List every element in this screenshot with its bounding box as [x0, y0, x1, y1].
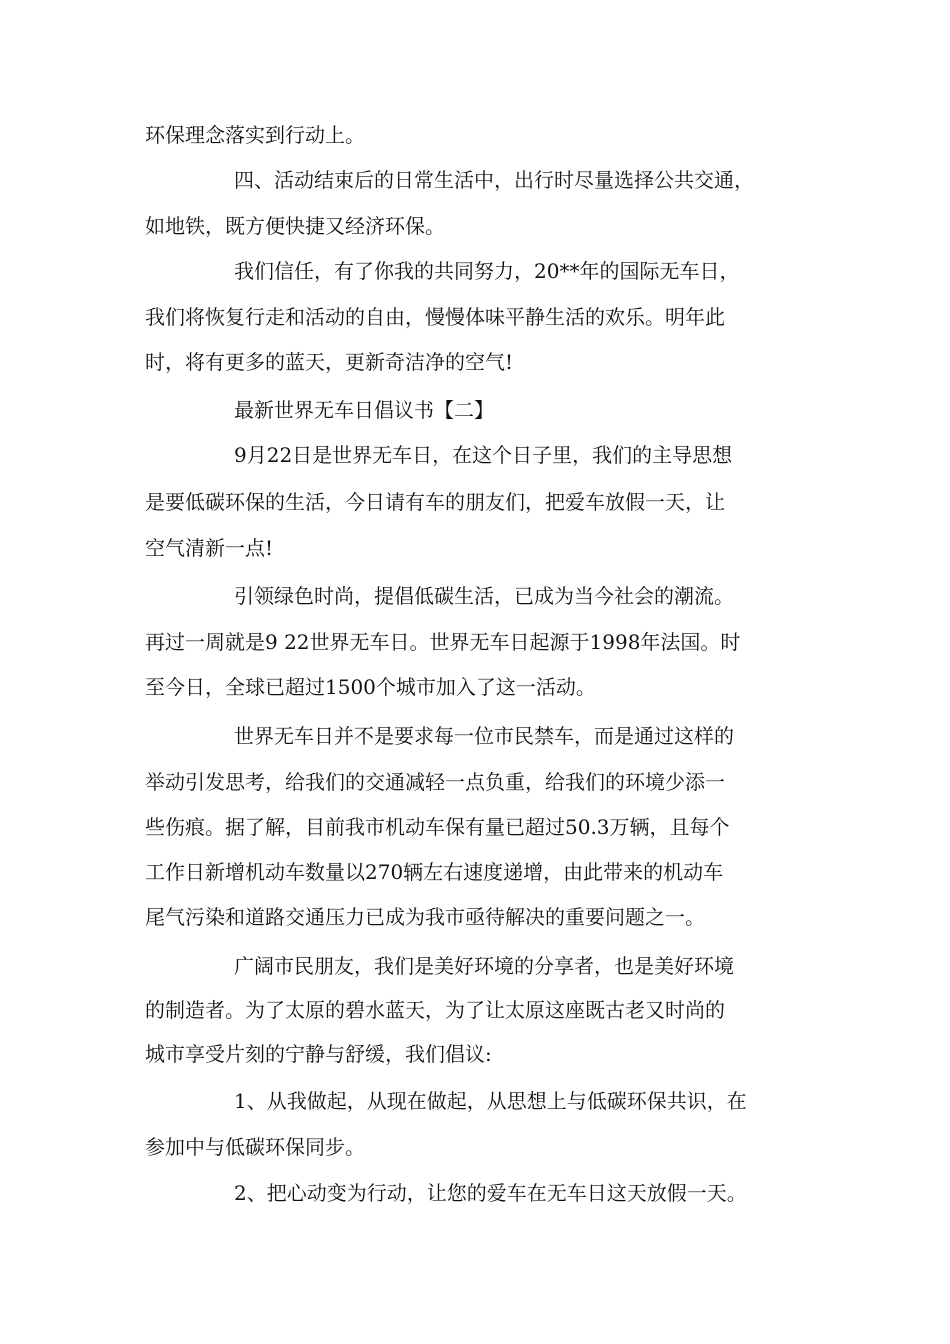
- list-item: 1、从我做起，从现在做起，从思想上与低碳环保共识，在: [234, 1089, 747, 1113]
- text-line: 的制造者。为了太原的碧水蓝天，为了让太原这座既古老又时尚的: [145, 998, 725, 1022]
- text-line: 时，将有更多的蓝天，更新奇洁净的空气!: [145, 350, 514, 374]
- text-line: 是要低碳环保的生活，今日请有车的朋友们，把爱车放假一天，让: [145, 490, 725, 514]
- text-line: 些伤痕。据了解，目前我市机动车保有量已超过50.3万辆，且每个: [145, 815, 730, 839]
- text-line: 四、活动结束后的日常生活中，出行时尽量选择公共交通，: [234, 168, 754, 192]
- text-line: 再过一周就是9 22世界无车日。世界无车日起源于1998年法国。时: [145, 630, 741, 654]
- text-line: 工作日新增机动车数量以270辆左右速度递增，由此带来的机动车: [145, 860, 724, 884]
- text-line: 如地铁，既方便快捷又经济环保。: [145, 214, 445, 238]
- text-line: 举动引发思考，给我们的交通减轻一点负重，给我们的环境少添一: [145, 770, 725, 794]
- text-line: 广阔市民朋友，我们是美好环境的分享者，也是美好环境: [234, 954, 734, 978]
- text-line: 参加中与低碳环保同步。: [145, 1135, 365, 1159]
- text-line: 空气清新一点!: [145, 536, 274, 560]
- text-line: 我们将恢复行走和活动的自由，慢慢体味平静生活的欢乐。明年此: [145, 305, 725, 329]
- text-line: 尾气污染和道路交通压力已成为我市亟待解决的重要问题之一。: [145, 905, 705, 929]
- text-line: 环保理念落实到行动上。: [145, 123, 365, 147]
- text-line: 世界无车日并不是要求每一位市民禁车，而是通过这样的: [234, 724, 734, 748]
- section-title: 最新世界无车日倡议书【二】: [234, 398, 494, 422]
- list-item: 2、把心动变为行动，让您的爱车在无车日这天放假一天。: [234, 1181, 747, 1205]
- text-line: 引领绿色时尚，提倡低碳生活，已成为当今社会的潮流。: [234, 584, 734, 608]
- text-line: 我们信任，有了你我的共同努力，20**年的国际无车日，: [234, 259, 740, 283]
- text-line: 城市享受片刻的宁静与舒缓，我们倡议:: [145, 1042, 492, 1066]
- text-line: 至今日，全球已超过1500个城市加入了这一活动。: [145, 675, 596, 699]
- text-line: 9月22日是世界无车日，在这个日子里，我们的主导思想: [234, 443, 733, 467]
